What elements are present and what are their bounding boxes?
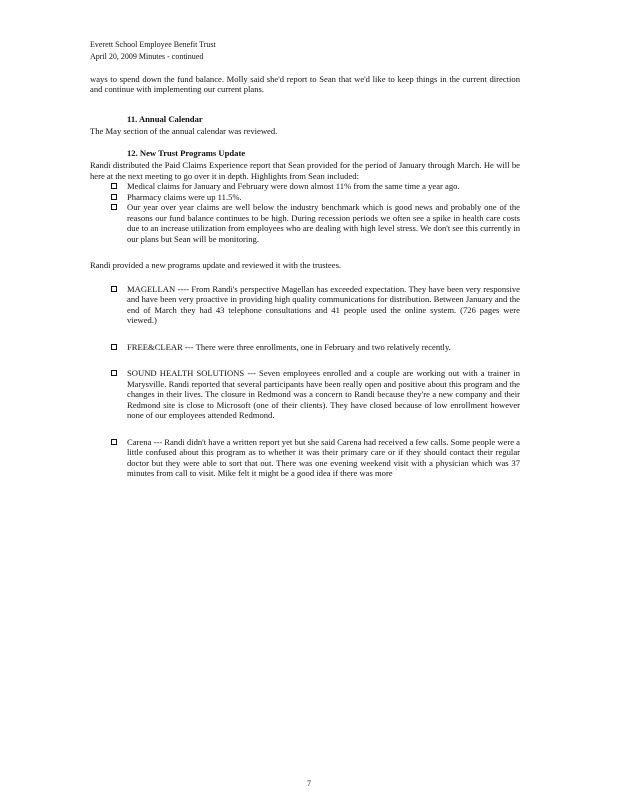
checkbox-bullet-icon xyxy=(111,370,117,376)
program-free-clear xyxy=(110,342,520,352)
section-12-text: Randi distributed the Paid Claims Experience report that Sean provided for the period of January through March. He will be here at the next meeting to go over it in depth. Highlights from Sean included: xyxy=(90,160,520,181)
list-item xyxy=(110,181,520,191)
programs-intro: Randi provided a new programs update and reviewed it with the trustees. xyxy=(90,260,342,271)
program-text: MAGELLAN ---- From Randi's perspective Magellan has exceeded expectation. They have been very responsive and have been very proactive in providing high quality communications for distribution. Between January and the end of March they had 43 telephone consultations and 41 people used the online system. (726 pages were viewed.) xyxy=(127,283,520,326)
programs-list xyxy=(110,284,520,479)
checkbox-bullet-icon xyxy=(111,204,117,210)
bullet-text: Pharmacy claims were up 11.5%. xyxy=(127,191,242,202)
program-text: Carena --- Randi didn't have a written report yet but she said Carena had received a few calls. Some people were a little confused about this program as to whether it was their primary care or if they should contact their regular doctor but they were able to sort that out. There was one evening weekend visit with a physician which was 37 minutes from call to visit. Mike felt it might be a good idea if there was more xyxy=(127,436,520,479)
header-date-subtitle: April 20, 2009 Minutes - continued xyxy=(90,52,204,61)
section-11-heading: 11. Annual Calendar xyxy=(127,113,203,124)
checkbox-bullet-icon xyxy=(111,439,117,445)
program-sound-health xyxy=(110,368,520,420)
program-text: SOUND HEALTH SOLUTIONS --- Seven employees enrolled and a couple are working out with a trainer in Marysville. Randi reported that several participants have been really open and positive about this program and the changes in their lives. The closure in Redmond was a concern to Randi because they're a new company and their Redmond site is close to Microsoft (one of their clients). They have closed because of low enrollment however none of our employees attended Redmond. xyxy=(127,368,520,421)
program-magellan xyxy=(110,284,520,326)
program-carena xyxy=(110,437,520,479)
checkbox-bullet-icon xyxy=(111,194,117,200)
bullet-text: Our year over year claims are well below the industry benchmark which is good news and probably one of the reasons our fund balance continues to be high. During recession periods we often see a spike in health care costs due to an increase utilization from employees who are dealing with high level stress. We don't see this currently in our plans but Sean will be monitoring. xyxy=(127,202,520,244)
checkbox-bullet-icon xyxy=(111,344,117,350)
section-11-text: The May section of the annual calendar was reviewed. xyxy=(90,126,278,137)
document-body xyxy=(90,74,520,495)
list-item xyxy=(110,192,520,202)
checkbox-bullet-icon xyxy=(111,183,117,189)
list-item xyxy=(110,202,520,244)
page-number: 7 xyxy=(307,779,311,788)
intro-paragraph: ways to spend down the fund balance. Molly said she'd report to Sean that we'd like to keep things in the current direction and continue with implementing our current plans. xyxy=(90,74,520,95)
header-organization: Everett School Employee Benefit Trust xyxy=(90,40,216,49)
program-text: FREE&CLEAR --- There were three enrollments, one in February and two relatively recently. xyxy=(127,341,451,352)
section-12-heading: 12. New Trust Programs Update xyxy=(127,147,246,158)
checkbox-bullet-icon xyxy=(111,286,117,292)
page-header xyxy=(90,39,216,63)
highlights-list xyxy=(110,181,520,244)
bullet-text: Medical claims for January and February were down almost 11% from the same time a year ago. xyxy=(127,181,460,192)
